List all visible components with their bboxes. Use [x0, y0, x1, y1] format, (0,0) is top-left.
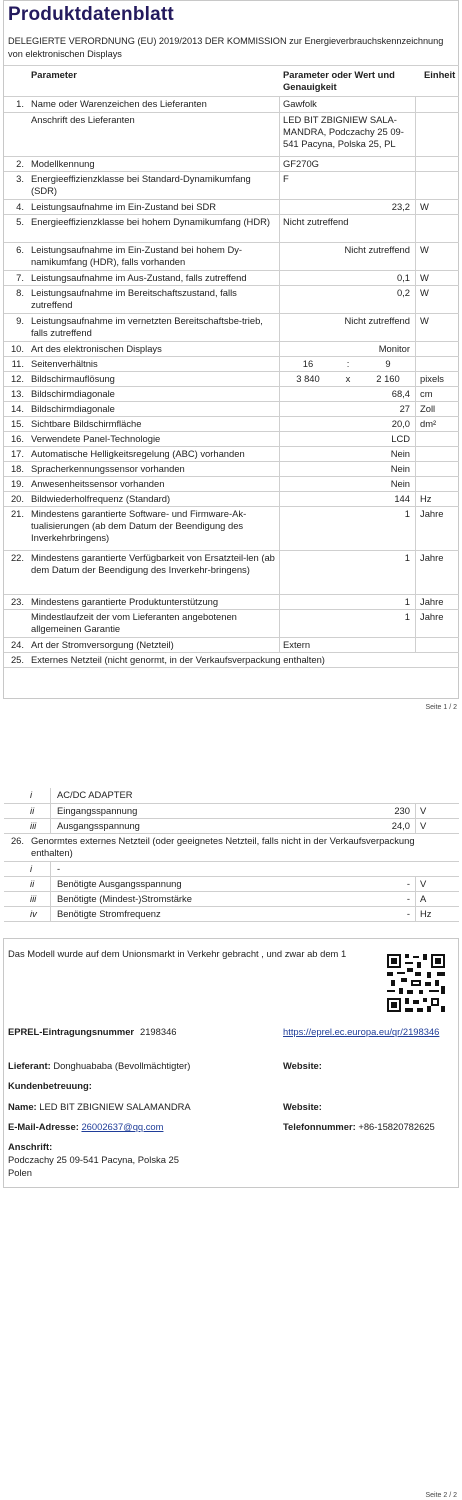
column-divider — [415, 907, 416, 921]
column-divider — [50, 892, 51, 906]
column-divider — [50, 907, 51, 921]
email-link[interactable]: 26002637@qq.com — [81, 1121, 164, 1132]
header-parameter: Parameter — [31, 69, 77, 80]
sub-item-number: iii — [30, 820, 37, 831]
table-row — [4, 171, 459, 199]
parameter-value: 1 — [404, 611, 410, 622]
parameter-label: Benötigte Stromfrequenz — [57, 908, 161, 919]
table-row — [4, 833, 459, 861]
parameter-label: Anschrift des Lieferanten — [31, 114, 135, 125]
parameter-label: Sichtbare Bildschirmfläche — [31, 418, 142, 429]
table-row — [4, 214, 459, 242]
value-separator: x — [345, 373, 351, 384]
column-divider — [415, 342, 416, 356]
column-divider — [279, 402, 280, 416]
column-divider — [279, 432, 280, 446]
table-bottom-border — [4, 667, 459, 668]
parameter-value: LED BIT ZBIGNIEW SALA-MANDRA, Podczachy 25 09-541 Pacyna, Polska 25, PL — [283, 114, 404, 150]
page-number: Seite 1 / 2 — [425, 704, 457, 711]
parameter-value: Monitor — [378, 343, 410, 354]
column-divider — [415, 200, 416, 214]
parameter-label: Genormtes externes Netzteil (oder geeignetes Netzteil, falls nicht in der Verkaufsverpackung enthalten) — [31, 835, 415, 859]
table-row — [4, 386, 459, 401]
column-divider — [279, 462, 280, 476]
unit-value: Zoll — [420, 403, 436, 414]
phone-row: Telefonnummer: +86-15820782625 — [283, 1121, 435, 1132]
column-divider — [279, 157, 280, 171]
table-header-row — [4, 65, 459, 96]
row-number: 21. — [10, 508, 24, 519]
parameter-value: F — [283, 173, 289, 184]
row-number: 10. — [10, 343, 24, 354]
column-divider — [279, 477, 280, 491]
parameter-label: Modellkennung — [31, 158, 95, 169]
unit-value: Hz — [420, 908, 432, 919]
table-row — [4, 112, 459, 156]
table-row — [4, 506, 459, 550]
row-number: 16. — [10, 433, 24, 444]
row-number: 12. — [10, 373, 24, 384]
parameter-label: Mindestens garantierte Produktunterstützung — [31, 596, 219, 607]
column-divider — [415, 877, 416, 891]
row-number: 14. — [10, 403, 24, 414]
unit-value: W — [420, 244, 429, 255]
table-row — [4, 446, 459, 461]
parameter-value: - — [406, 878, 410, 889]
table-row — [4, 356, 459, 371]
column-divider — [279, 595, 280, 609]
column-divider — [50, 877, 51, 891]
unit-value: W — [420, 287, 429, 298]
column-divider — [279, 387, 280, 401]
table-row — [4, 431, 459, 446]
document-title: Produktdatenblatt — [8, 4, 174, 25]
parameter-label: Benötigte (Mindest-)Stromstärke — [57, 893, 192, 904]
column-divider — [279, 372, 280, 386]
parameter-label: AC/DC ADAPTER — [57, 789, 133, 800]
row-number: 6. — [16, 244, 24, 255]
table-row — [4, 371, 459, 386]
parameter-value: - — [406, 893, 410, 904]
page-2 — [0, 788, 462, 1500]
row-number: 7. — [16, 272, 24, 283]
row-number: 24. — [10, 639, 24, 650]
table-row — [4, 156, 459, 171]
qr-code-icon[interactable] — [387, 954, 445, 1012]
header-unit: Einheit — [424, 69, 456, 80]
unit-value: Jahre — [420, 596, 444, 607]
customer-service-label: Kundenbetreuung: — [8, 1080, 92, 1091]
row-number: 2. — [16, 158, 24, 169]
row-number: 11. — [11, 358, 24, 369]
parameter-value: Nicht zutreffend — [344, 315, 410, 326]
column-divider — [279, 492, 280, 506]
parameter-label: Leistungsaufnahme im Ein-Zustand bei SDR — [31, 201, 216, 212]
table-row — [4, 594, 459, 609]
column-divider — [415, 432, 416, 446]
eprel-label: EPREL-Eintragungsnummer — [8, 1026, 135, 1037]
parameter-value: 0,1 — [396, 272, 410, 283]
table-row — [4, 199, 459, 214]
parameter-label: Benötigte Ausgangsspannung — [57, 878, 182, 889]
value-part-a: 3 840 — [296, 373, 320, 384]
table-row — [4, 861, 459, 876]
parameter-label: Seitenverhältnis — [31, 358, 98, 369]
unit-value: A — [420, 893, 427, 904]
parameter-value: Gawfolk — [283, 98, 317, 109]
row-number: 26. — [10, 835, 24, 846]
parameter-label: Externes Netzteil (nicht genormt, in der Verkaufsverpackung enthalten) — [31, 654, 325, 665]
column-divider — [415, 215, 416, 242]
parameter-label: Bildschirmdiagonale — [31, 403, 115, 414]
column-divider — [415, 113, 416, 156]
column-divider — [415, 357, 416, 371]
parameter-label: - — [57, 863, 61, 874]
column-divider — [279, 638, 280, 652]
parameter-value: LCD — [391, 433, 410, 444]
website-label-2: Website: — [283, 1101, 322, 1112]
table-row — [4, 550, 459, 594]
table-row — [4, 461, 459, 476]
column-divider — [415, 387, 416, 401]
parameter-label: Art des elektronischen Displays — [31, 343, 162, 354]
row-number: 9. — [16, 315, 24, 326]
table-row — [4, 416, 459, 431]
unit-value: V — [420, 805, 427, 816]
table-row — [4, 96, 459, 112]
column-divider — [415, 286, 416, 313]
eprel-number: 2198346 — [140, 1026, 177, 1037]
column-divider — [279, 417, 280, 431]
row-number: 20. — [10, 493, 24, 504]
parameter-label: Ausgangsspannung — [57, 820, 140, 831]
sub-item-number: iv — [30, 908, 37, 919]
column-divider — [415, 477, 416, 491]
column-divider — [415, 551, 416, 594]
column-divider — [279, 243, 280, 270]
parameter-value: Extern — [283, 639, 311, 650]
unit-value: W — [420, 315, 429, 326]
page-1 — [0, 0, 462, 715]
header-value: Parameter oder Wert und Genauigkeit — [283, 69, 395, 93]
parameter-value: Nicht zutreffend — [344, 244, 410, 255]
table-row — [4, 476, 459, 491]
address-line-1: Podczachy 25 09-541 Pacyna, Polska 25 — [8, 1154, 179, 1165]
column-divider — [415, 595, 416, 609]
unit-value: Jahre — [420, 508, 444, 519]
row-number: 5. — [16, 216, 24, 227]
column-divider — [50, 819, 51, 833]
parameter-value: Nein — [390, 478, 410, 489]
sub-item-number: ii — [30, 805, 35, 816]
unit-value: pixels — [420, 373, 444, 384]
row-number: 13. — [10, 388, 24, 399]
column-divider — [50, 862, 51, 876]
column-divider — [415, 417, 416, 431]
table-bottom-border — [4, 921, 459, 922]
row-number: 23. — [10, 596, 24, 607]
table-row — [4, 637, 459, 652]
parameter-value: Nein — [390, 448, 410, 459]
parameter-label: Leistungsaufnahme im Ein-Zustand bei hohem Dy-namikumfang (HDR), falls vorhanden — [31, 244, 243, 268]
name-row: Name: LED BIT ZBIGNIEW SALAMANDRA — [8, 1101, 191, 1112]
table-row — [4, 285, 459, 313]
parameter-label: Leistungsaufnahme im Bereitschaftszustand, falls zutreffend — [31, 287, 237, 311]
row-number: 8. — [16, 287, 24, 298]
column-divider — [415, 372, 416, 386]
unit-value: Jahre — [420, 552, 444, 563]
column-divider — [415, 462, 416, 476]
row-number: 3. — [16, 173, 24, 184]
column-divider — [415, 97, 416, 112]
parameter-label: Leistungsaufnahme im Aus-Zustand, falls zutreffend — [31, 272, 247, 283]
unit-value: V — [420, 878, 427, 889]
row-number: 22. — [10, 552, 24, 563]
parameter-value: 1 — [404, 596, 410, 607]
table-row — [4, 906, 459, 921]
column-divider — [279, 342, 280, 356]
table-row — [4, 341, 459, 356]
parameter-label: Mindestens garantierte Software- und Firmware-Ak-tualisierungen (ab dem Datum der Beendigung des Inverkehrbringens) — [31, 508, 247, 544]
parameter-value: 23,2 — [391, 201, 410, 212]
table-row — [4, 491, 459, 506]
column-divider — [415, 507, 416, 550]
table-row — [4, 242, 459, 270]
unit-value: V — [420, 820, 427, 831]
parameter-value: 144 — [394, 493, 410, 504]
column-divider — [279, 113, 280, 156]
parameter-value: GF270G — [283, 158, 319, 169]
parameter-value: Nein — [390, 463, 410, 474]
column-divider — [279, 271, 280, 285]
column-divider — [279, 447, 280, 461]
column-divider — [415, 402, 416, 416]
unit-value: W — [420, 272, 429, 283]
address-label: Anschrift: — [8, 1141, 53, 1152]
parameter-label: Name oder Warenzeichen des Lieferanten — [31, 98, 207, 109]
sub-item-number: i — [30, 789, 33, 800]
parameter-value: 27 — [399, 403, 410, 414]
parameter-label: Mindestlaufzeit der vom Lieferanten angebotenen allgemeinen Garantie — [31, 611, 237, 635]
market-date-text: Das Modell wurde auf dem Unionsmarkt in Verkehr gebracht , und zwar ab dem 1 — [8, 948, 347, 959]
sub-item-number: i — [30, 863, 33, 874]
parameter-value: 230 — [394, 805, 410, 816]
parameter-label: Bildwiederholfrequenz (Standard) — [31, 493, 171, 504]
row-number: 17. — [10, 448, 24, 459]
column-divider — [279, 97, 280, 112]
column-divider — [415, 314, 416, 341]
parameter-value: 1 — [404, 508, 410, 519]
parameter-label: Energieeffizienzklasse bei hohem Dynamikumfang (HDR) — [31, 216, 270, 227]
column-divider — [415, 638, 416, 652]
column-divider — [415, 271, 416, 285]
column-divider — [415, 819, 416, 833]
parameter-label: Anwesenheitssensor vorhanden — [31, 478, 165, 489]
column-divider — [279, 286, 280, 313]
unit-value: Jahre — [420, 611, 444, 622]
column-divider — [279, 610, 280, 637]
parameter-value: Nicht zutreffend — [283, 216, 349, 227]
value-part-b: 2 160 — [376, 373, 400, 384]
supplier-row: Lieferant: Donghuababa (Bevollmächtigter) — [8, 1060, 191, 1071]
sub-item-number: iii — [30, 893, 37, 904]
row-number: 25. — [10, 654, 24, 665]
parameter-label: Bildschirmauflösung — [31, 373, 115, 384]
column-divider — [279, 314, 280, 341]
value-part-b: 9 — [385, 358, 391, 369]
table-row — [4, 891, 459, 906]
table-row — [4, 401, 459, 416]
parameter-label: Eingangsspannung — [57, 805, 138, 816]
parameter-label: Energieeffizienzklasse bei Standard-Dynamikumfang (SDR) — [31, 173, 251, 197]
column-divider — [279, 172, 280, 199]
regulation-subtitle: DELEGIERTE VERORDNUNG (EU) 2019/2013 DER KOMMISSION zur Energieverbrauchskennzeichnung von elektronischen Displays — [8, 36, 444, 59]
column-divider — [279, 551, 280, 594]
parameter-value: 24,0 — [391, 820, 410, 831]
column-divider — [415, 804, 416, 818]
value-part-a: 16 — [302, 358, 314, 369]
column-divider — [415, 610, 416, 637]
column-divider — [415, 157, 416, 171]
parameter-label: Mindestens garantierte Verfügbarkeit von Ersatzteil-len (ab dem Datum der Beendigung des Inverkehr-bringens) — [31, 552, 275, 576]
parameter-value: 68,4 — [391, 388, 410, 399]
parameter-label: Spracherkennungssensor vorhanden — [31, 463, 185, 474]
unit-value: cm — [420, 388, 433, 399]
parameter-label: Art der Stromversorgung (Netzteil) — [31, 639, 174, 650]
column-divider — [50, 788, 51, 803]
row-number: 1. — [16, 98, 24, 109]
table-row — [4, 818, 459, 833]
row-number: 19. — [10, 478, 24, 489]
column-divider — [279, 357, 280, 371]
email-row: E-Mail-Adresse: 26002637@qq.com — [8, 1121, 164, 1132]
table-row — [4, 652, 459, 667]
address-line-2: Polen — [8, 1167, 32, 1178]
website-label-1: Website: — [283, 1060, 322, 1071]
parameter-label: Leistungsaufnahme im vernetzten Bereitschaftsbe-trieb, falls zutreffend — [31, 315, 263, 339]
parameter-label: Verwendete Panel-Technologie — [31, 433, 161, 444]
column-divider — [279, 200, 280, 214]
column-divider — [415, 892, 416, 906]
unit-value: W — [420, 201, 429, 212]
table-row — [4, 803, 459, 818]
column-divider — [50, 804, 51, 818]
row-number: 15. — [10, 418, 24, 429]
table-row — [4, 609, 459, 637]
column-divider — [279, 215, 280, 242]
parameter-value: 1 — [404, 552, 410, 563]
parameter-label: Bildschirmdiagonale — [31, 388, 115, 399]
table-row — [4, 788, 459, 803]
column-divider — [415, 243, 416, 270]
page-number: Seite 2 / 2 — [425, 1492, 457, 1499]
column-divider — [279, 507, 280, 550]
unit-value: Hz — [420, 493, 432, 504]
parameter-label: Automatische Helligkeitsregelung (ABC) vorhanden — [31, 448, 245, 459]
table-row — [4, 270, 459, 285]
value-separator: : — [346, 358, 350, 369]
column-divider — [415, 447, 416, 461]
sub-item-number: ii — [30, 878, 35, 889]
parameter-value: 20,0 — [391, 418, 410, 429]
table-row — [4, 313, 459, 341]
parameter-value: 0,2 — [396, 287, 410, 298]
row-number: 18. — [10, 463, 24, 474]
eprel-link[interactable]: https://eprel.ec.europa.eu/qr/2198346 — [283, 1026, 440, 1037]
table-row — [4, 876, 459, 891]
parameter-value: - — [406, 908, 410, 919]
row-number: 4. — [16, 201, 24, 212]
unit-value: dm² — [420, 418, 437, 429]
column-divider — [415, 492, 416, 506]
column-divider — [415, 172, 416, 199]
